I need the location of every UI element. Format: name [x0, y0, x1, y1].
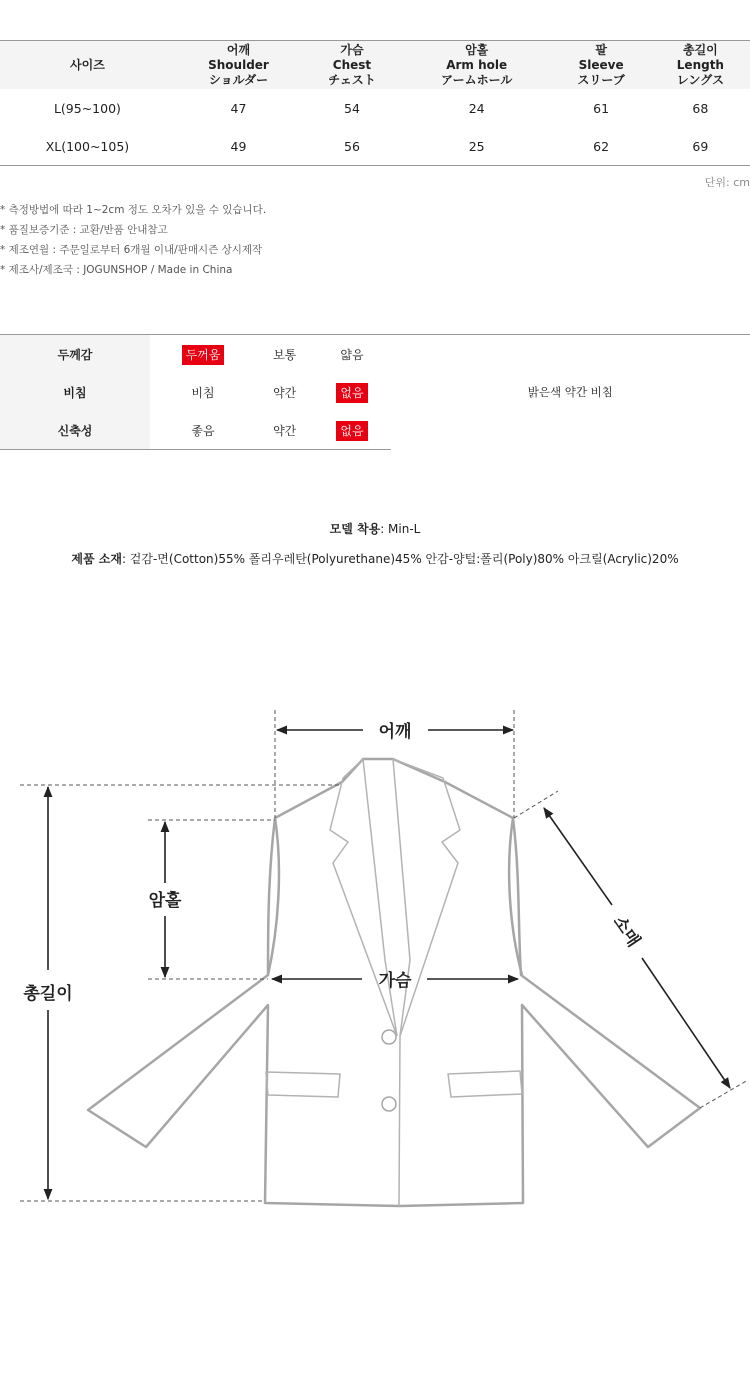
note-item: * 품질보증기준 : 교환/반품 안내참고 [0, 224, 168, 236]
length-label: 총길이 [23, 984, 73, 1004]
armhole-cell: 25 [402, 127, 552, 166]
header-sleeve: 팔 Sleeve スリーブ [551, 41, 650, 90]
chest-cell: 54 [344, 100, 360, 116]
jacket-measurement-diagram [0, 700, 750, 1220]
fabric-option: 좋음 [150, 411, 256, 450]
fabric-option: 보통 [256, 335, 313, 374]
fabric-option [313, 411, 390, 450]
fabric-option: 약간 [273, 385, 297, 400]
armhole-label: 암홀 [148, 891, 182, 911]
size-cell: L(95~100) [53, 100, 121, 116]
header-length: 총길이 Length レングス [651, 41, 750, 90]
table-row [0, 89, 750, 127]
fabric-row-label: 신축성 [0, 411, 150, 450]
fabric-option [313, 373, 390, 411]
sleeve-cell: 62 [551, 127, 650, 166]
material-info [0, 550, 750, 567]
shoulder-cell: 49 [175, 127, 302, 166]
notes-list [0, 200, 266, 280]
length-cell: 68 [692, 100, 709, 116]
note-item: * 제조연월 : 주문일로부터 6개월 이내/판매시즌 상시제작 [0, 244, 263, 256]
selected-badge: 두꺼움 [182, 345, 225, 365]
note-item: * 측정방법에 따라 1~2cm 정도 오차가 있을 수 있습니다. [0, 204, 267, 216]
header-chest: 가슴 Chest チェスト [302, 41, 402, 90]
fabric-side-note: 밝은색 약간 비침 [391, 335, 750, 450]
fabric-option: 비침 [191, 385, 215, 400]
fabric-row-label: 비침 [0, 373, 150, 411]
header-size: 사이즈 [0, 41, 175, 90]
shoulder-label: 어깨 [378, 722, 412, 742]
length-cell: 69 [651, 127, 750, 166]
size-cell: XL(100~105) [0, 127, 175, 166]
fabric-table [0, 334, 750, 450]
button-bottom [382, 1097, 396, 1111]
fabric-row-label: 두께감 [0, 335, 150, 374]
fabric-option: 얇음 [313, 335, 390, 374]
unit-label: 단위: cm [704, 176, 750, 189]
shoulder-cell: 47 [230, 100, 247, 116]
sleeve-label: 소매 [608, 912, 644, 951]
table-row [0, 127, 750, 166]
header-armhole: 암홀 Arm hole アームホール [402, 41, 552, 90]
chest-cell: 56 [302, 127, 402, 166]
chest-label: 가슴 [378, 971, 412, 991]
model-value: : Min-L [380, 522, 421, 536]
size-table-header [0, 41, 750, 90]
measure-arrows [48, 730, 730, 1199]
fabric-row-thickness [0, 335, 750, 374]
size-table [0, 40, 750, 166]
fabric-option [150, 335, 256, 374]
fabric-option: 약간 [256, 411, 313, 450]
model-label: 모델 착용 [329, 522, 381, 536]
button-top [382, 1030, 396, 1044]
material-label: 제품 소재 [71, 552, 122, 566]
selected-badge: 없음 [336, 421, 367, 441]
model-info [0, 520, 750, 537]
note-item: * 제조사/제조국 : JOGUNSHOP / Made in China [0, 264, 233, 276]
header-shoulder: 어깨 Shoulder ショルダー [175, 41, 302, 90]
material-value: : 겉감-면(Cotton)55% 폴리우레탄(Polyurethane)45% 안감-양털:폴리(Poly)80% 아크릴(Acrylic)20% [121, 552, 679, 566]
armhole-cell: 24 [468, 100, 485, 116]
selected-badge: 없음 [336, 383, 367, 403]
sleeve-cell: 61 [593, 100, 610, 116]
